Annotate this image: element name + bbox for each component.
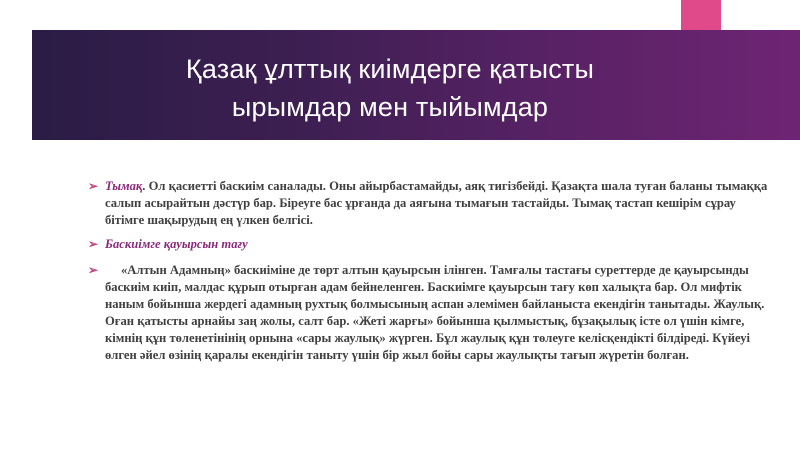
term-tymak: Тымақ xyxy=(105,179,143,193)
paragraph-tymak xyxy=(88,178,768,229)
arrow-bullet-icon: ➢ xyxy=(88,179,99,193)
paragraph-heading-feather xyxy=(88,236,768,253)
arrow-bullet-icon: ➢ xyxy=(88,237,99,251)
slide-content xyxy=(88,178,768,371)
slide-title xyxy=(110,50,670,126)
title-line-2: ырымдар мен тыйымдар xyxy=(231,92,549,122)
paragraph-tymak-text: . Ол қасиетті баскиім саналады. Оны айырбастамайды, аяқ тигізбейді. Қазақта шала туған баланы тымаққа салып асырайтын дәстүр бар. Біреуге бас ұрғанда да аяғына тымағын тастайды. Тымақ тастап кешірім сұрау бітімге шақырудың ең үлкен белгісі. xyxy=(105,179,768,227)
paragraph-golden-man-text: «Алтын Адамның» баскиіміне де төрт алтын қауырсын ілінген. Тамғалы тастағы суреттерде де қауырсынды баскиім киіп, малдас құрып отырған адам бейнеленген. Баскиімге қауырсын тағу көп халықта бар. Ол мифтік наным бойынша жердегі адамның рухтық болмысының аспан әлемімен байланыста екендігін танытады. Жаулық. Оған қатысты арнайы заң жолы, салт бар. «Жеті жарғы» бойынша қылмыстық, бұзақылық істе ол үшін кімге, кімнің құн төленетінінің орнына «сары жаулық» жүрген. Бұл жаулық құн төлеуге келісқендікті білдіреді. Күйеуі өлген әйел өзінің қаралы екендігін таныту үшін бір жыл бойы сары жаулықты тағып жүретін болған. xyxy=(105,263,765,362)
arrow-bullet-icon: ➢ xyxy=(88,263,99,277)
title-line-1: Қазақ ұлттық киімдерге қатысты xyxy=(185,54,595,84)
accent-bar xyxy=(681,0,721,30)
heading-feather: Баскиімге қауырсын тағу xyxy=(105,237,248,251)
paragraph-golden-man xyxy=(88,262,768,364)
